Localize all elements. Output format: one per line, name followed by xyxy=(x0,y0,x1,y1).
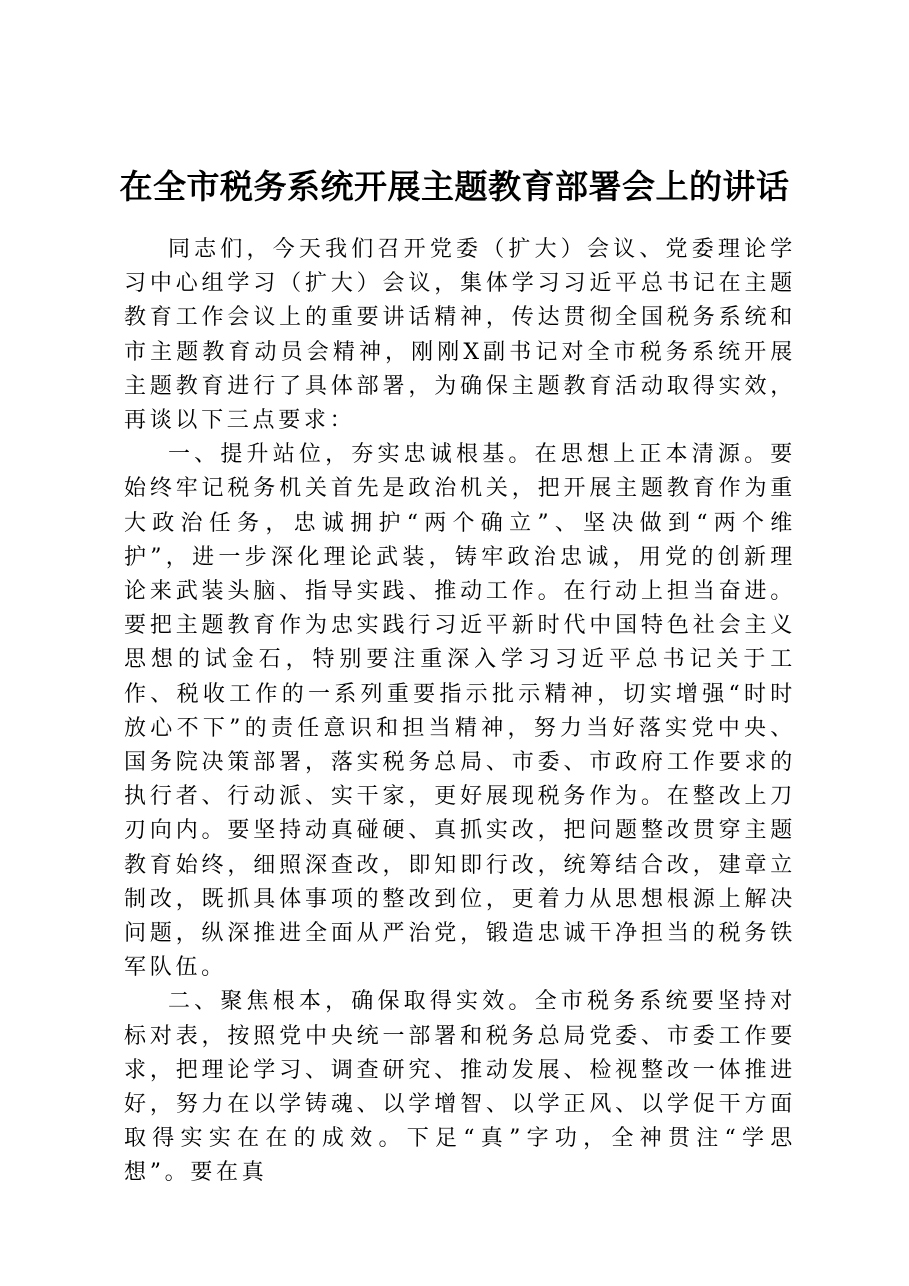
paragraph-section-two: 二、聚焦根本，确保取得实效。全市税务系统要坚持对标对表，按照党中央统一部署和税务总局党委、市委工作要求，把理论学习、调查研究、推动发展、检视整改一体推进好，努力在以学铸魂、以学增智、以学正风、以学促干方面取得实实在在的成效。下足“真”字功，全神贯注“学思想”。要在真 xyxy=(124,989,796,1186)
document-body xyxy=(124,233,796,1191)
document-title: 在全市税务系统开展主题教育部署会上的讲话 xyxy=(119,167,790,206)
paragraph-section-one: 一、提升站位，夯实忠诚根基。在思想上正本清源。要始终牢记税务机关首先是政治机关，把开展主题教育作为重大政治任务，忠诚拥护“两个确立”、坚决做到“两个维护”，进一步深化理论武装，铸牢政治忠诚，用党的创新理论来武装头脑、指导实践、推动工作。在行动上担当奋进。要把主题教育作为忠实践行习近平新时代中国特色社会主义思想的试金石，特别要注重深入学习习近平总书记关于工作、税收工作的一系列重要指示批示精神，切实增强“时时放心不下”的责任意识和担当精神，努力当好落实党中央、国务院决策部署，落实税务总局、市委、市政府工作要求的执行者、行动派、实干家，更好展现税务作为。在整改上刀刃向内。要坚持动真碰硬、真抓实改，把问题整改贯穿主题教育始终，细照深查改，即知即行改，统筹结合改，建章立制改，既抓具体事项的整改到位，更着力从思想根源上解决问题，纵深推进全面从严治党，锻造忠诚干净担当的税务铁军队伍。 xyxy=(124,442,796,981)
paragraph-opening: 同志们，今天我们召开党委（扩大）会议、党委理论学习中心组学习（扩大）会议，集体学习习近平总书记在主题教育工作会议上的重要讲话精神，传达贯彻全国税务系统和市主题教育动员会精神，刚刚X副书记对全市税务系统开展主题教育进行了具体部署，为确保主题教育活动取得实效，再谈以下三点要求： xyxy=(124,237,796,434)
